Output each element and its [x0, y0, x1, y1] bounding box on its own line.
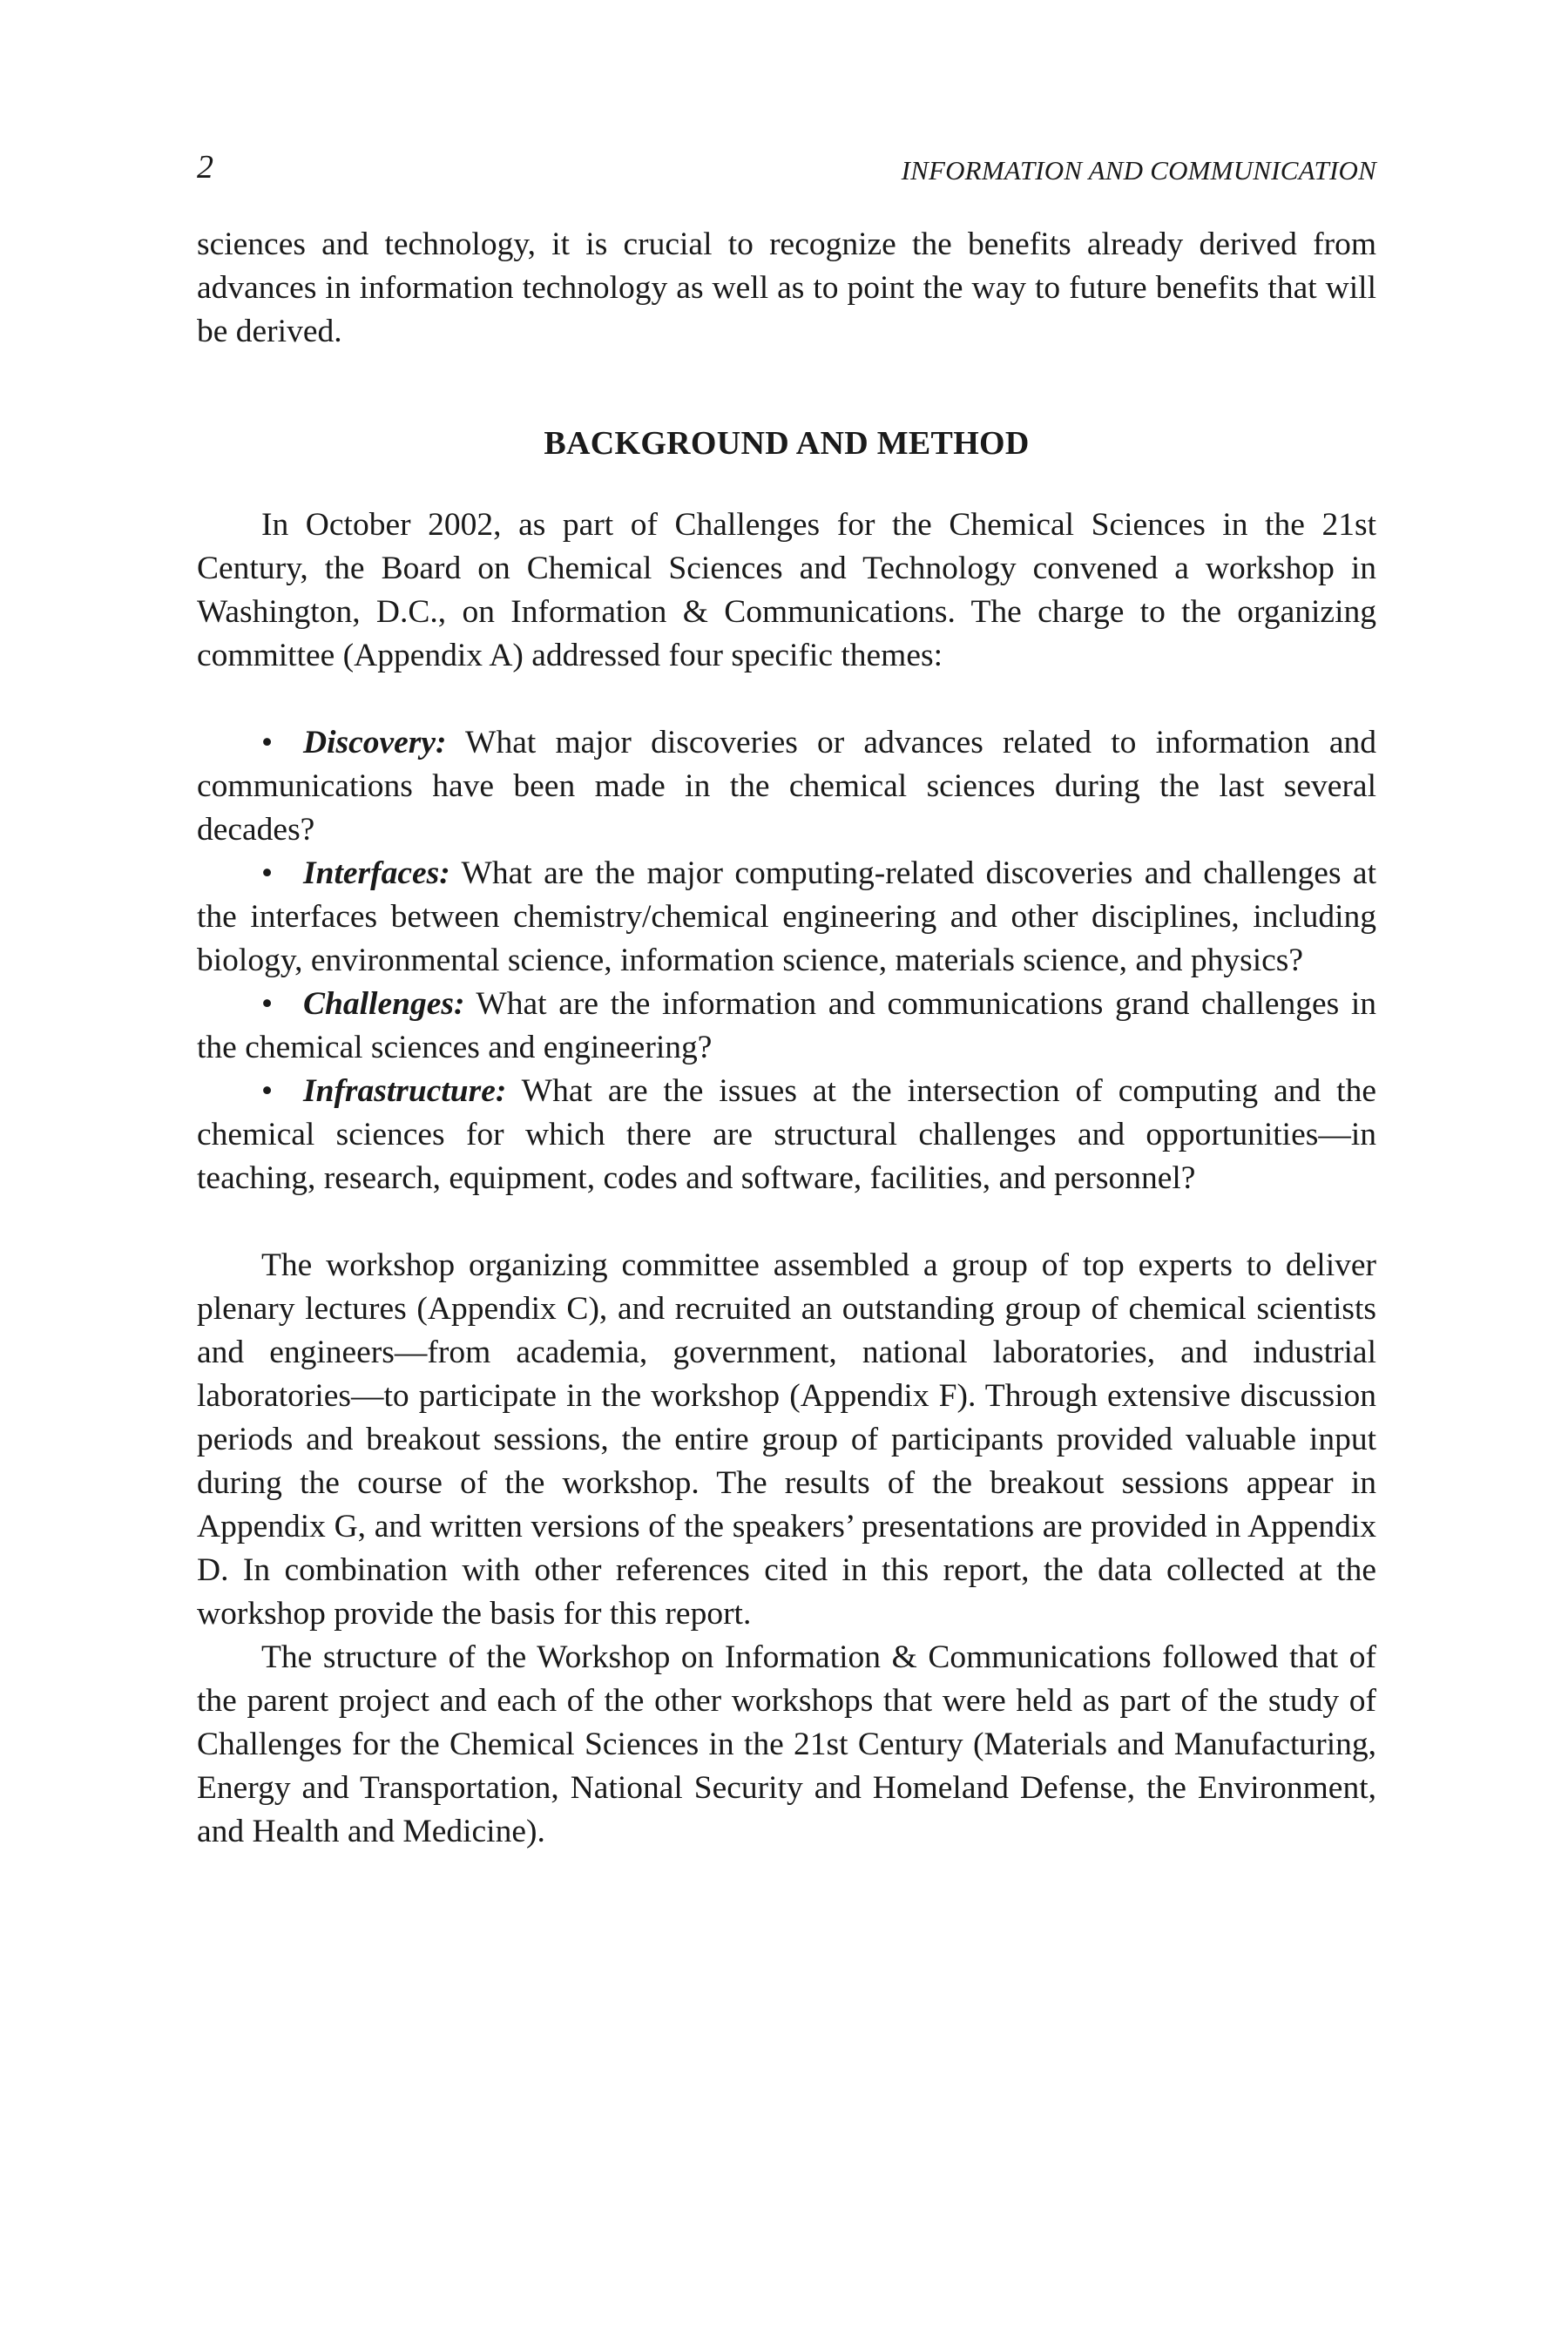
- paragraph-spacer: [197, 1200, 1376, 1244]
- page-number: 2: [197, 149, 213, 186]
- bullet-icon: •: [261, 725, 274, 760]
- intro-paragraph: In October 2002, as part of Challenges for the Chemical Sciences in the 21st Century, the Board on Chemical Sciences and Technology convened a workshop in Washington, D.C., on Information & Communications. The charge to the organizing committee (Appendix A) addressed four specific themes:: [197, 507, 1376, 673]
- theme-term: Interfaces:: [303, 855, 450, 891]
- theme-item-interfaces: [197, 852, 1376, 983]
- theme-term: Infrastructure:: [303, 1073, 507, 1109]
- bullet-icon: •: [261, 1073, 274, 1109]
- theme-text: What major discoveries or advances related to information and communications have been made in the chemical sciences during the last several decades?: [197, 725, 1376, 848]
- theme-text: What are the major computing-related discoveries and challenges at the interfaces between chemistry/chemical engineering and other disciplines, including biology, environmental science, information science, materials science, and physics?: [197, 855, 1376, 978]
- body-text: [197, 223, 1376, 1854]
- running-head: [197, 148, 1376, 192]
- theme-item-infrastructure: [197, 1070, 1376, 1200]
- closing-paragraph-2: The structure of the Workshop on Information & Communications followed that of the parent project and each of the other workshops that were held as part of the study of Challenges for the Chemical Sciences in the 21st Century (Materials and Manufacturing, Energy and Transportation, National Security and Homeland Defense, the Environment, and Health and Medicine).: [197, 1639, 1376, 1849]
- theme-list: [197, 721, 1376, 1200]
- bullet-icon: •: [261, 855, 274, 891]
- theme-term: Discovery:: [303, 725, 447, 760]
- theme-text: What are the issues at the intersection of computing and the chemical sciences for which there are structural challenges and opportunities—in teaching, research, equipment, codes and software, facilities, and personnel?: [197, 1073, 1376, 1196]
- theme-term: Challenges:: [303, 986, 465, 1022]
- opening-paragraph: sciences and technology, it is crucial to recognize the benefits already derived from advances in information technology as well as to point the way to future benefits that will be derived.: [197, 226, 1376, 349]
- theme-item-challenges: [197, 983, 1376, 1070]
- theme-item-discovery: [197, 721, 1376, 852]
- running-title: INFORMATION AND COMMUNICATION: [901, 155, 1376, 186]
- section-heading: BACKGROUND AND METHOD: [544, 425, 1030, 462]
- bullet-icon: •: [261, 986, 274, 1022]
- theme-text: What are the information and communications grand challenges in the chemical sciences and engineering?: [197, 986, 1376, 1065]
- closing-paragraph-1: The workshop organizing committee assembled a group of top experts to deliver plenary lectures (Appendix C), and recruited an outstanding group of chemical scientists and engineers—from academia, government, national laboratories, and industrial laboratories—to participate in the workshop (Appendix F). Through extensive discussion periods and breakout sessions, the entire group of participants provided valuable input during the course of the workshop. The results of the breakout sessions appear in Appendix G, and written versions of the speakers’ presentations are provided in Appendix D. In combination with other references cited in this report, the data collected at the workshop provide the basis for this report.: [197, 1247, 1376, 1632]
